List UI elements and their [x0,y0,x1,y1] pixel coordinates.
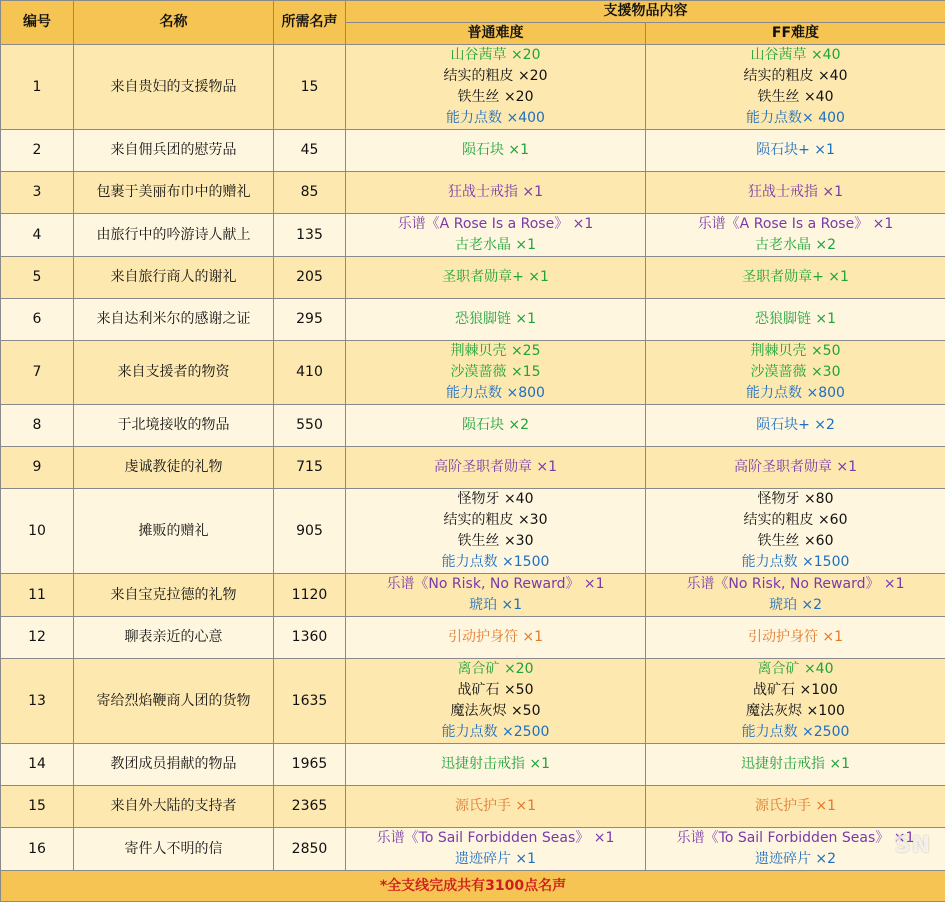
row-normal-items [346,617,646,659]
header-fame: 所需名声 [274,1,346,45]
row-normal-items [346,489,646,574]
row-fame: 715 [274,447,346,489]
row-ff-items [646,45,945,130]
row-id: 4 [1,214,74,257]
row-normal-items [346,45,646,130]
row-ff-items [646,659,945,744]
row-ff-items [646,786,945,828]
item-line: 结实的粗皮 ×30 [346,510,645,531]
item-line: 结实的粗皮 ×20 [346,66,645,87]
row-id: 5 [1,257,74,299]
watermark-logo: SN [895,833,931,858]
row-name: 来自外大陆的支持者 [74,786,274,828]
item-line: 陨石块 ×1 [346,140,645,161]
row-ff-items [646,172,945,214]
item-line: 战矿石 ×100 [646,680,945,701]
item-line: 古老水晶 ×1 [346,235,645,256]
row-fame: 45 [274,130,346,172]
item-line: 乐谱《No Risk, No Reward》 ×1 [346,574,645,595]
item-line: 能力点数 ×1500 [646,552,945,573]
table-row [1,405,945,447]
row-normal-items [346,299,646,341]
row-id: 1 [1,45,74,130]
item-line: 乐谱《To Sail Forbidden Seas》 ×1 [346,828,645,849]
item-line: 能力点数× 400 [646,108,945,129]
row-id: 15 [1,786,74,828]
row-fame: 1965 [274,744,346,786]
item-line: 陨石块 ×2 [346,415,645,436]
row-ff-items [646,299,945,341]
row-name: 寄件人不明的信 [74,828,274,871]
table-row [1,45,945,130]
table-row [1,786,945,828]
table-row [1,744,945,786]
item-line: 结实的粗皮 ×40 [646,66,945,87]
row-fame: 905 [274,489,346,574]
row-normal-items [346,744,646,786]
item-line: 遗迹碎片 ×2 [646,849,945,870]
item-line: 山谷茜草 ×40 [646,45,945,66]
row-ff-items [646,617,945,659]
row-name: 包裹于美丽布巾中的赠礼 [74,172,274,214]
row-normal-items [346,172,646,214]
item-line: 圣职者勋章+ ×1 [646,267,945,288]
row-normal-items [346,130,646,172]
row-fame: 205 [274,257,346,299]
table-row [1,257,945,299]
row-name: 寄给烈焰鞭商人团的货物 [74,659,274,744]
row-fame: 1635 [274,659,346,744]
item-line: 乐谱《No Risk, No Reward》 ×1 [646,574,945,595]
row-normal-items [346,341,646,405]
item-line: 怪物牙 ×40 [346,489,645,510]
row-name: 来自支援者的物资 [74,341,274,405]
item-line: 迅捷射击戒指 ×1 [346,754,645,775]
item-line: 离合矿 ×20 [346,659,645,680]
item-line: 琥珀 ×2 [646,595,945,616]
row-normal-items [346,214,646,257]
row-fame: 1360 [274,617,346,659]
item-line: 乐谱《A Rose Is a Rose》 ×1 [346,214,645,235]
row-ff-items [646,489,945,574]
footer-note: *全支线完成共有3100点名声 [1,871,945,902]
header-normal: 普通难度 [346,23,646,45]
item-line: 能力点数 ×800 [346,383,645,404]
header-id: 编号 [1,1,74,45]
row-fame: 85 [274,172,346,214]
row-name: 摊贩的赠礼 [74,489,274,574]
item-line: 能力点数 ×800 [646,383,945,404]
item-line: 遗迹碎片 ×1 [346,849,645,870]
item-line: 荆棘贝壳 ×25 [346,341,645,362]
item-line: 古老水晶 ×2 [646,235,945,256]
item-line: 能力点数 ×2500 [646,722,945,743]
row-id: 8 [1,405,74,447]
row-id: 16 [1,828,74,871]
table-header [1,1,945,45]
item-line: 荆棘贝壳 ×50 [646,341,945,362]
row-ff-items [646,744,945,786]
row-id: 12 [1,617,74,659]
item-line: 魔法灰烬 ×50 [346,701,645,722]
row-fame: 2365 [274,786,346,828]
row-ff-items [646,405,945,447]
table-row [1,489,945,574]
row-ff-items [646,214,945,257]
table-row [1,447,945,489]
table-row [1,214,945,257]
item-line: 能力点数 ×1500 [346,552,645,573]
item-line: 陨石块+ ×1 [646,140,945,161]
row-id: 10 [1,489,74,574]
item-line: 铁生丝 ×30 [346,531,645,552]
row-id: 6 [1,299,74,341]
row-normal-items [346,659,646,744]
row-name: 由旅行中的吟游诗人献上 [74,214,274,257]
item-line: 怪物牙 ×80 [646,489,945,510]
item-line: 沙漠蔷薇 ×30 [646,362,945,383]
item-line: 乐谱《A Rose Is a Rose》 ×1 [646,214,945,235]
row-normal-items [346,447,646,489]
item-line: 源氏护手 ×1 [346,796,645,817]
row-normal-items [346,786,646,828]
table-row [1,130,945,172]
table-row [1,341,945,405]
item-line: 引动护身符 ×1 [346,627,645,648]
table-row [1,617,945,659]
row-name: 来自旅行商人的谢礼 [74,257,274,299]
row-ff-items [646,257,945,299]
row-ff-items [646,130,945,172]
row-normal-items [346,257,646,299]
item-line: 离合矿 ×40 [646,659,945,680]
row-name: 于北境接收的物品 [74,405,274,447]
header-ff: FF难度 [646,23,945,45]
row-id: 11 [1,574,74,617]
item-line: 琥珀 ×1 [346,595,645,616]
row-id: 14 [1,744,74,786]
row-name: 教团成员捐献的物品 [74,744,274,786]
item-line: 高阶圣职者勋章 ×1 [646,457,945,478]
row-ff-items [646,574,945,617]
row-normal-items [346,405,646,447]
row-normal-items [346,574,646,617]
item-line: 能力点数 ×400 [346,108,645,129]
row-name: 聊表亲近的心意 [74,617,274,659]
row-name: 来自贵妇的支援物品 [74,45,274,130]
item-line: 源氏护手 ×1 [646,796,945,817]
footer-row [1,871,945,902]
item-line: 乐谱《To Sail Forbidden Seas》 ×1 [646,828,945,849]
table-body [1,45,945,871]
row-id: 7 [1,341,74,405]
row-id: 9 [1,447,74,489]
item-line: 铁生丝 ×40 [646,87,945,108]
item-line: 狂战士戒指 ×1 [646,182,945,203]
row-name: 虔诚教徒的礼物 [74,447,274,489]
item-line: 沙漠蔷薇 ×15 [346,362,645,383]
header-items-group: 支援物品内容 [346,1,945,23]
row-id: 2 [1,130,74,172]
row-fame: 295 [274,299,346,341]
row-fame: 550 [274,405,346,447]
row-name: 来自宝克拉德的礼物 [74,574,274,617]
row-fame: 2850 [274,828,346,871]
item-line: 战矿石 ×50 [346,680,645,701]
item-line: 铁生丝 ×60 [646,531,945,552]
row-id: 3 [1,172,74,214]
item-line: 迅捷射击戒指 ×1 [646,754,945,775]
item-line: 高阶圣职者勋章 ×1 [346,457,645,478]
header-name: 名称 [74,1,274,45]
table-row [1,659,945,744]
item-line: 能力点数 ×2500 [346,722,645,743]
table-row [1,574,945,617]
row-fame: 1120 [274,574,346,617]
table-row [1,828,945,871]
item-line: 山谷茜草 ×20 [346,45,645,66]
item-line: 恐狼脚链 ×1 [346,309,645,330]
item-line: 引动护身符 ×1 [646,627,945,648]
row-fame: 15 [274,45,346,130]
table-row [1,172,945,214]
item-line: 魔法灰烬 ×100 [646,701,945,722]
row-name: 来自佣兵团的慰劳品 [74,130,274,172]
table-row [1,299,945,341]
row-fame: 410 [274,341,346,405]
item-line: 结实的粗皮 ×60 [646,510,945,531]
item-line: 圣职者勋章+ ×1 [346,267,645,288]
row-normal-items [346,828,646,871]
row-id: 13 [1,659,74,744]
item-line: 陨石块+ ×2 [646,415,945,436]
item-line: 狂战士戒指 ×1 [346,182,645,203]
item-line: 恐狼脚链 ×1 [646,309,945,330]
row-ff-items [646,341,945,405]
row-ff-items [646,447,945,489]
item-line: 铁生丝 ×20 [346,87,645,108]
row-fame: 135 [274,214,346,257]
row-name: 来自达利米尔的感谢之证 [74,299,274,341]
